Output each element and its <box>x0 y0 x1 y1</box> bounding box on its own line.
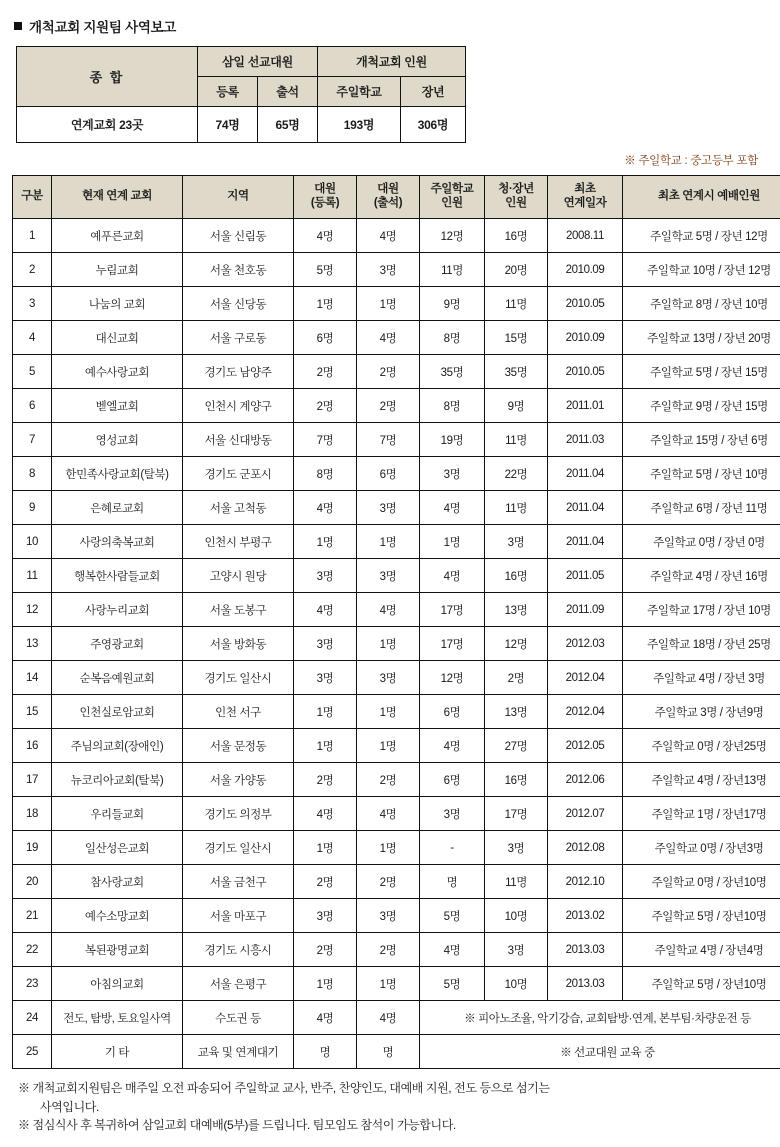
cell-attendance: 1명 <box>357 287 420 321</box>
cell-registered: 4명 <box>294 219 357 253</box>
cell-first-date: 2011.01 <box>548 389 623 423</box>
table-row <box>13 389 780 423</box>
cell-no: 5 <box>13 355 52 389</box>
cell-first-date: 2013.03 <box>548 933 623 967</box>
cell-adults: 22명 <box>485 457 548 491</box>
cell-first-attendance: 주일학교 0명 / 장년25명 <box>623 729 780 763</box>
cell-sunday-school: 3명 <box>420 457 485 491</box>
cell-adults: 16명 <box>485 559 548 593</box>
summary-row-sunday-school: 193명 <box>318 107 401 143</box>
cell-sunday-school: 4명 <box>420 491 485 525</box>
table-row <box>13 219 780 253</box>
cell-no: 6 <box>13 389 52 423</box>
cell-adults: 11명 <box>485 423 548 457</box>
cell-attendance: 4명 <box>357 1001 420 1035</box>
cell-attendance: 2명 <box>357 389 420 423</box>
cell-church: 누림교회 <box>52 253 183 287</box>
summary-table <box>16 46 466 143</box>
cell-region: 경기도 군포시 <box>183 457 294 491</box>
cell-registered: 6명 <box>294 321 357 355</box>
cell-adults: 35명 <box>485 355 548 389</box>
cell-attendance: 1명 <box>357 695 420 729</box>
cell-church: 예수사랑교회 <box>52 355 183 389</box>
cell-region: 경기도 남양주 <box>183 355 294 389</box>
cell-registered: 3명 <box>294 899 357 933</box>
summary-total-label: 종 합 <box>17 47 198 107</box>
header-first-date-line2: 연계일자 <box>549 197 621 211</box>
cell-first-date: 2011.04 <box>548 491 623 525</box>
header-attendance <box>357 176 420 219</box>
table-row <box>13 627 780 661</box>
cell-adults: 11명 <box>485 491 548 525</box>
header-sunday-school-line1: 주일학교 <box>421 183 483 197</box>
cell-church: 예푸른교회 <box>52 219 183 253</box>
cell-attendance: 7명 <box>357 423 420 457</box>
footer-note-1-cont: 사역입니다. <box>18 1098 762 1117</box>
cell-adults: 16명 <box>485 219 548 253</box>
cell-no: 8 <box>13 457 52 491</box>
cell-registered: 5명 <box>294 253 357 287</box>
cell-first-date: 2010.05 <box>548 355 623 389</box>
cell-sunday-school: 17명 <box>420 627 485 661</box>
cell-church: 대신교회 <box>52 321 183 355</box>
cell-first-attendance: 주일학교 6명 / 장년 11명 <box>623 491 780 525</box>
cell-registered: 1명 <box>294 287 357 321</box>
cell-adults: 10명 <box>485 899 548 933</box>
cell-church: 전도, 탐방, 토요일사역 <box>52 1001 183 1035</box>
header-first-attendance: 최초 연계시 예배인원 <box>623 176 780 219</box>
cell-no: 22 <box>13 933 52 967</box>
cell-first-date: 2011.03 <box>548 423 623 457</box>
cell-attendance: 4명 <box>357 593 420 627</box>
cell-church: 참사랑교회 <box>52 865 183 899</box>
cell-first-attendance: 주일학교 8명 / 장년 10명 <box>623 287 780 321</box>
cell-adults: 20명 <box>485 253 548 287</box>
cell-first-attendance: 주일학교 1명 / 장년17명 <box>623 797 780 831</box>
cell-region: 인천 서구 <box>183 695 294 729</box>
cell-registered: 4명 <box>294 491 357 525</box>
cell-registered: 명 <box>294 1035 357 1069</box>
cell-church: 벧엘교회 <box>52 389 183 423</box>
cell-attendance: 1명 <box>357 525 420 559</box>
cell-no: 14 <box>13 661 52 695</box>
cell-no: 17 <box>13 763 52 797</box>
table-row <box>13 355 780 389</box>
cell-no: 16 <box>13 729 52 763</box>
cell-church: 아침의교회 <box>52 967 183 1001</box>
table-row <box>13 559 780 593</box>
header-attendance-line1: 대원 <box>358 183 418 197</box>
cell-registered: 2명 <box>294 933 357 967</box>
cell-adults: 13명 <box>485 695 548 729</box>
cell-no: 3 <box>13 287 52 321</box>
cell-first-date: 2011.09 <box>548 593 623 627</box>
cell-registered: 4명 <box>294 1001 357 1035</box>
cell-attendance: 4명 <box>357 797 420 831</box>
square-bullet-icon <box>14 22 22 30</box>
summary-value-row <box>17 107 466 143</box>
cell-registered: 3명 <box>294 661 357 695</box>
cell-adults: 3명 <box>485 525 548 559</box>
sunday-school-note: ※ 주일학교 : 중고등부 포함 <box>12 152 758 168</box>
footer-notes <box>18 1079 762 1135</box>
cell-attendance: 2명 <box>357 763 420 797</box>
cell-region: 경기도 일산시 <box>183 831 294 865</box>
cell-first-date: 2010.09 <box>548 321 623 355</box>
cell-first-attendance: 주일학교 0명 / 장년10명 <box>623 865 780 899</box>
cell-sunday-school: 4명 <box>420 559 485 593</box>
page-title <box>14 16 768 36</box>
cell-no: 13 <box>13 627 52 661</box>
cell-adults: 17명 <box>485 797 548 831</box>
cell-region: 경기도 일산시 <box>183 661 294 695</box>
table-row <box>13 831 780 865</box>
table-header-row <box>13 176 780 219</box>
cell-region: 서울 마포구 <box>183 899 294 933</box>
cell-sunday-school: 4명 <box>420 729 485 763</box>
cell-sunday-school: - <box>420 831 485 865</box>
cell-attendance: 4명 <box>357 219 420 253</box>
cell-attendance: 3명 <box>357 491 420 525</box>
table-row-extra <box>13 1001 780 1035</box>
cell-attendance: 1명 <box>357 627 420 661</box>
cell-no: 1 <box>13 219 52 253</box>
summary-row-label: 연계교회 23곳 <box>17 107 198 143</box>
cell-attendance: 3명 <box>357 661 420 695</box>
cell-first-date: 2012.03 <box>548 627 623 661</box>
cell-first-attendance: 주일학교 5명 / 장년 12명 <box>623 219 780 253</box>
cell-attendance: 3명 <box>357 559 420 593</box>
cell-first-date: 2010.09 <box>548 253 623 287</box>
table-row <box>13 695 780 729</box>
cell-no: 23 <box>13 967 52 1001</box>
cell-church: 주님의교회(장애인) <box>52 729 183 763</box>
summary-subheader-attendance: 출석 <box>258 77 318 107</box>
cell-no: 19 <box>13 831 52 865</box>
cell-registered: 4명 <box>294 797 357 831</box>
cell-first-date: 2012.07 <box>548 797 623 831</box>
table-row <box>13 423 780 457</box>
cell-no: 15 <box>13 695 52 729</box>
cell-first-date: 2013.03 <box>548 967 623 1001</box>
cell-church: 일산성은교회 <box>52 831 183 865</box>
cell-region: 서울 고척동 <box>183 491 294 525</box>
cell-sunday-school: 12명 <box>420 219 485 253</box>
cell-no: 20 <box>13 865 52 899</box>
cell-region: 서울 가양동 <box>183 763 294 797</box>
header-region: 지역 <box>183 176 294 219</box>
cell-attendance: 명 <box>357 1035 420 1069</box>
table-row <box>13 491 780 525</box>
cell-sunday-school: 명 <box>420 865 485 899</box>
cell-sunday-school: 8명 <box>420 389 485 423</box>
cell-first-attendance: 주일학교 5명 / 장년10명 <box>623 899 780 933</box>
cell-region: 경기도 의정부 <box>183 797 294 831</box>
cell-no: 4 <box>13 321 52 355</box>
cell-region: 서울 신당동 <box>183 287 294 321</box>
cell-church: 뉴코리아교회(탈북) <box>52 763 183 797</box>
cell-region: 서울 신림동 <box>183 219 294 253</box>
summary-group-header-team: 삼일 선교대원 <box>198 47 318 77</box>
cell-no: 2 <box>13 253 52 287</box>
cell-attendance: 1명 <box>357 729 420 763</box>
cell-registered: 3명 <box>294 627 357 661</box>
cell-first-attendance: 주일학교 15명 / 장년 6명 <box>623 423 780 457</box>
cell-no: 25 <box>13 1035 52 1069</box>
cell-region: 서울 방화동 <box>183 627 294 661</box>
table-row <box>13 933 780 967</box>
church-list-table <box>12 175 780 1069</box>
summary-section <box>16 46 768 143</box>
cell-first-attendance: 주일학교 13명 / 장년 20명 <box>623 321 780 355</box>
cell-first-attendance: 주일학교 3명 / 장년9명 <box>623 695 780 729</box>
table-row <box>13 525 780 559</box>
cell-sunday-school: 3명 <box>420 797 485 831</box>
cell-sunday-school: 5명 <box>420 967 485 1001</box>
cell-adults: 16명 <box>485 763 548 797</box>
cell-adults: 11명 <box>485 287 548 321</box>
table-row <box>13 457 780 491</box>
cell-attendance: 3명 <box>357 899 420 933</box>
cell-church: 사랑누리교회 <box>52 593 183 627</box>
cell-first-date: 2012.04 <box>548 661 623 695</box>
cell-attendance: 1명 <box>357 831 420 865</box>
cell-first-attendance: 주일학교 0명 / 장년3명 <box>623 831 780 865</box>
cell-sunday-school: 8명 <box>420 321 485 355</box>
footer-note-2: ※ 점심식사 후 복귀하여 삼일교회 대예배(5부)를 드립니다. 팀모임도 참석이 가능합니다. <box>18 1116 762 1135</box>
header-sunday-school-line2: 인원 <box>421 197 483 211</box>
header-church: 현재 연계 교회 <box>52 176 183 219</box>
cell-registered: 2명 <box>294 355 357 389</box>
cell-region: 수도권 등 <box>183 1001 294 1035</box>
cell-attendance: 1명 <box>357 967 420 1001</box>
cell-church: 우리들교회 <box>52 797 183 831</box>
header-first-date-line1: 최초 <box>549 183 621 197</box>
cell-region: 인천시 계양구 <box>183 389 294 423</box>
cell-registered: 1명 <box>294 831 357 865</box>
cell-sunday-school: 9명 <box>420 287 485 321</box>
cell-first-date: 2008.11 <box>548 219 623 253</box>
table-row <box>13 729 780 763</box>
cell-first-date: 2012.08 <box>548 831 623 865</box>
cell-extra-note: ※ 선교대원 교육 중 <box>420 1035 780 1069</box>
cell-no: 7 <box>13 423 52 457</box>
table-row <box>13 661 780 695</box>
cell-sunday-school: 35명 <box>420 355 485 389</box>
cell-no: 9 <box>13 491 52 525</box>
table-row <box>13 253 780 287</box>
cell-region: 서울 은평구 <box>183 967 294 1001</box>
cell-church: 인천실로암교회 <box>52 695 183 729</box>
cell-registered: 7명 <box>294 423 357 457</box>
table-row <box>13 287 780 321</box>
cell-sunday-school: 4명 <box>420 933 485 967</box>
cell-registered: 2명 <box>294 763 357 797</box>
cell-region: 서울 도봉구 <box>183 593 294 627</box>
cell-first-date: 2013.02 <box>548 899 623 933</box>
cell-first-attendance: 주일학교 9명 / 장년 15명 <box>623 389 780 423</box>
cell-no: 24 <box>13 1001 52 1035</box>
cell-first-attendance: 주일학교 4명 / 장년13명 <box>623 763 780 797</box>
cell-church: 복된광명교회 <box>52 933 183 967</box>
cell-adults: 3명 <box>485 831 548 865</box>
cell-first-attendance: 주일학교 4명 / 장년 3명 <box>623 661 780 695</box>
cell-first-date: 2012.04 <box>548 695 623 729</box>
cell-region: 서울 금천구 <box>183 865 294 899</box>
cell-attendance: 2명 <box>357 865 420 899</box>
cell-registered: 2명 <box>294 389 357 423</box>
cell-region: 경기도 시흥시 <box>183 933 294 967</box>
cell-attendance: 2명 <box>357 355 420 389</box>
cell-adults: 9명 <box>485 389 548 423</box>
cell-adults: 11명 <box>485 865 548 899</box>
header-attendance-line2: (출석) <box>358 197 418 211</box>
cell-church: 주영광교회 <box>52 627 183 661</box>
cell-adults: 13명 <box>485 593 548 627</box>
footer-note-1: ※ 개척교회지원팀은 매주일 오전 파송되어 주일학교 교사, 반주, 찬양인도, 대예배 지원, 전도 등으로 섬기는 <box>18 1079 762 1098</box>
cell-first-attendance: 주일학교 5명 / 장년 10명 <box>623 457 780 491</box>
cell-attendance: 4명 <box>357 321 420 355</box>
cell-registered: 2명 <box>294 865 357 899</box>
table-row <box>13 593 780 627</box>
cell-extra-note: ※ 피아노조율, 악기강습, 교회탐방·연계, 본부팀·차량운전 등 <box>420 1001 780 1035</box>
cell-attendance: 3명 <box>357 253 420 287</box>
table-row-extra <box>13 1035 780 1069</box>
table-row <box>13 967 780 1001</box>
cell-adults: 12명 <box>485 627 548 661</box>
cell-church: 은혜로교회 <box>52 491 183 525</box>
cell-first-date: 2011.05 <box>548 559 623 593</box>
cell-church: 순복음예원교회 <box>52 661 183 695</box>
cell-first-attendance: 주일학교 10명 / 장년 12명 <box>623 253 780 287</box>
cell-registered: 1명 <box>294 729 357 763</box>
cell-church: 기 타 <box>52 1035 183 1069</box>
cell-first-date: 2010.05 <box>548 287 623 321</box>
cell-church: 사랑의축복교회 <box>52 525 183 559</box>
header-first-date <box>548 176 623 219</box>
cell-registered: 1명 <box>294 967 357 1001</box>
cell-no: 18 <box>13 797 52 831</box>
cell-church: 예수소망교회 <box>52 899 183 933</box>
cell-first-date: 2012.10 <box>548 865 623 899</box>
cell-sunday-school: 17명 <box>420 593 485 627</box>
cell-adults: 3명 <box>485 933 548 967</box>
table-body <box>13 219 780 1069</box>
cell-no: 11 <box>13 559 52 593</box>
header-adults <box>485 176 548 219</box>
cell-sunday-school: 1명 <box>420 525 485 559</box>
cell-first-date: 2012.05 <box>548 729 623 763</box>
header-registered-line1: 대원 <box>295 183 355 197</box>
cell-sunday-school: 6명 <box>420 763 485 797</box>
cell-first-attendance: 주일학교 0명 / 장년 0명 <box>623 525 780 559</box>
cell-first-date: 2011.04 <box>548 525 623 559</box>
cell-church: 한민족사랑교회(탈북) <box>52 457 183 491</box>
cell-church: 나눔의 교회 <box>52 287 183 321</box>
cell-no: 10 <box>13 525 52 559</box>
cell-first-attendance: 주일학교 17명 / 장년 10명 <box>623 593 780 627</box>
cell-registered: 1명 <box>294 525 357 559</box>
cell-church: 행복한사람들교회 <box>52 559 183 593</box>
cell-region: 교육 및 연계대기 <box>183 1035 294 1069</box>
cell-registered: 1명 <box>294 695 357 729</box>
cell-no: 21 <box>13 899 52 933</box>
cell-region: 서울 천호동 <box>183 253 294 287</box>
cell-first-date: 2012.06 <box>548 763 623 797</box>
summary-subheader-registered: 등록 <box>198 77 258 107</box>
table-row <box>13 321 780 355</box>
cell-no: 12 <box>13 593 52 627</box>
table-row <box>13 797 780 831</box>
cell-first-attendance: 주일학교 5명 / 장년10명 <box>623 967 780 1001</box>
header-no: 구분 <box>13 176 52 219</box>
cell-adults: 10명 <box>485 967 548 1001</box>
cell-first-attendance: 주일학교 5명 / 장년 15명 <box>623 355 780 389</box>
summary-row-registered: 74명 <box>198 107 258 143</box>
cell-sunday-school: 6명 <box>420 695 485 729</box>
cell-first-attendance: 주일학교 4명 / 장년 16명 <box>623 559 780 593</box>
page-title-text: 개척교회 지원팀 사역보고 <box>29 16 176 36</box>
table-row <box>13 899 780 933</box>
cell-registered: 4명 <box>294 593 357 627</box>
header-registered <box>294 176 357 219</box>
summary-group-header-church: 개척교회 인원 <box>318 47 466 77</box>
cell-region: 서울 문정동 <box>183 729 294 763</box>
cell-adults: 15명 <box>485 321 548 355</box>
summary-subheader-sunday-school: 주일학교 <box>318 77 401 107</box>
cell-attendance: 6명 <box>357 457 420 491</box>
cell-adults: 2명 <box>485 661 548 695</box>
cell-region: 서울 신대방동 <box>183 423 294 457</box>
summary-row-adults: 306명 <box>401 107 466 143</box>
cell-sunday-school: 19명 <box>420 423 485 457</box>
header-registered-line2: (등록) <box>295 197 355 211</box>
cell-sunday-school: 11명 <box>420 253 485 287</box>
cell-region: 인천시 부평구 <box>183 525 294 559</box>
cell-first-attendance: 주일학교 4명 / 장년4명 <box>623 933 780 967</box>
cell-church: 영성교회 <box>52 423 183 457</box>
cell-attendance: 2명 <box>357 933 420 967</box>
cell-sunday-school: 12명 <box>420 661 485 695</box>
header-adults-line2: 인원 <box>486 197 546 211</box>
cell-region: 고양시 원당 <box>183 559 294 593</box>
cell-registered: 3명 <box>294 559 357 593</box>
table-row <box>13 865 780 899</box>
summary-row-attendance: 65명 <box>258 107 318 143</box>
cell-sunday-school: 5명 <box>420 899 485 933</box>
header-sunday-school <box>420 176 485 219</box>
cell-region: 서울 구로동 <box>183 321 294 355</box>
summary-subheader-adults: 장년 <box>401 77 466 107</box>
cell-first-attendance: 주일학교 18명 / 장년 25명 <box>623 627 780 661</box>
cell-adults: 27명 <box>485 729 548 763</box>
cell-first-date: 2011.04 <box>548 457 623 491</box>
header-adults-line1: 청·장년 <box>486 183 546 197</box>
table-row <box>13 763 780 797</box>
cell-registered: 8명 <box>294 457 357 491</box>
